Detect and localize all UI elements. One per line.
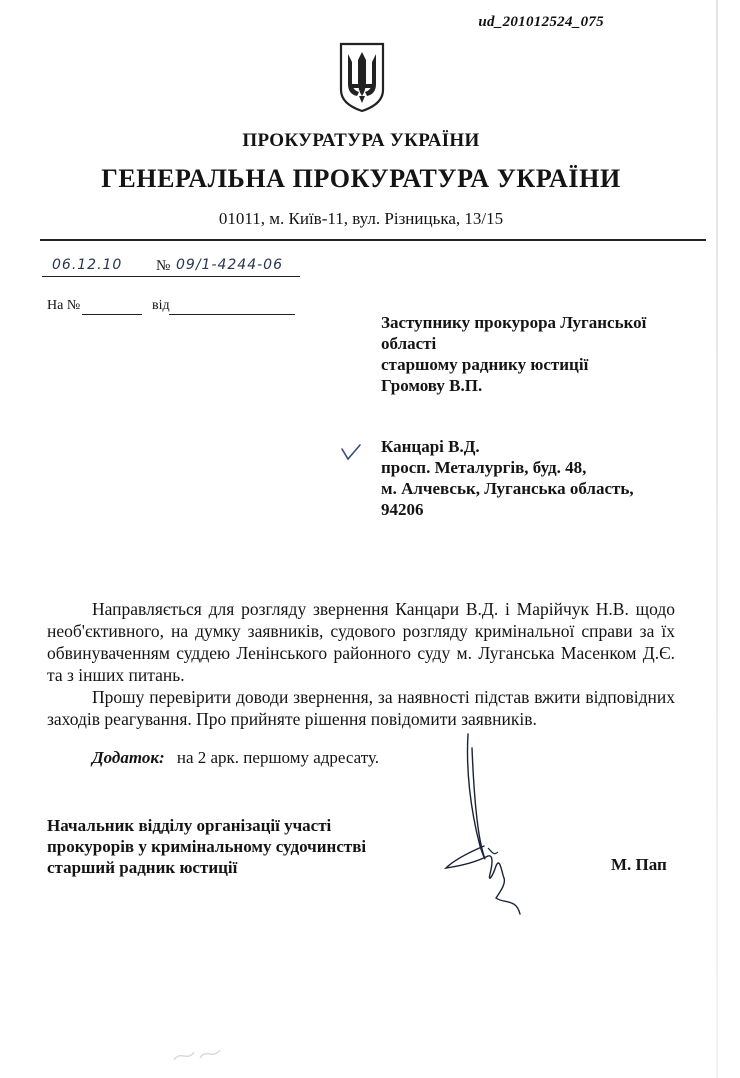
signer-title-line: прокурорів у кримінальному судочинстві (47, 837, 367, 856)
scan-smudge (170, 1040, 230, 1066)
recipients (381, 312, 711, 520)
outgoing-date: 06.12.10 (52, 257, 123, 273)
recipient-line: старшому раднику юстиції (381, 355, 589, 374)
body-paragraph: Прошу перевірити доводи звернення, за наявності підстав вжити відповідних заходів реагування. Про прийняте рішення повідомити заявників. (47, 687, 675, 729)
incoming-from-label: від (152, 298, 170, 313)
attachment-label: Додаток: (92, 748, 165, 767)
body-paragraph: Направляється для розгляду звернення Канцари В.Д. і Марійчук Н.В. щодо необ'єктивного, на думку заявників, судового розгляду кримінальної справи за їх обвинуваченням суддею Ленінського районного суду м. Луганська Масенком Д.Є. та з інших питань. (47, 599, 675, 685)
recipient-line: 94206 (381, 500, 424, 519)
recipient-line: області (381, 334, 437, 353)
recipient-line: м. Алчевськ, Луганська область, (381, 479, 634, 498)
check-mark-icon (340, 443, 362, 461)
signer-title (47, 815, 366, 878)
letter-body (47, 598, 675, 730)
attachment-text: на 2 арк. першому адресату. (176, 748, 379, 767)
outgoing-reference (42, 258, 322, 284)
attachment-note (92, 748, 379, 768)
document-id: ud_201012524_075 (478, 14, 604, 30)
incoming-reference (47, 298, 170, 314)
recipient-block (381, 436, 711, 520)
signer-name: М. Пап (611, 855, 667, 874)
recipient-block (381, 312, 711, 396)
signer-title-line: старший радник юстиції (47, 858, 238, 877)
incoming-date-blank (169, 314, 295, 315)
recipient-line: Заступнику прокурора Луганської (381, 313, 647, 332)
org-address: 01011, м. Київ-11, вул. Різницька, 13/15 (218, 209, 504, 228)
recipient-line: просп. Металургів, буд. 48, (381, 458, 587, 477)
outgoing-number-sign: № (156, 258, 171, 274)
outgoing-number: 09/1-4244-06 (176, 257, 283, 273)
recipient-line: Канцарі В.Д. (381, 437, 480, 456)
incoming-number-blank (82, 314, 142, 315)
header-divider (40, 239, 706, 241)
org-title-top: ПРОКУРАТУРА УКРАЇНИ (242, 130, 480, 151)
outgoing-underline (42, 276, 300, 277)
incoming-no-label: На № (47, 298, 81, 313)
signer-title-line: Начальник відділу організації участі (47, 816, 332, 835)
trident-emblem-icon (337, 40, 387, 114)
scan-edge (716, 0, 718, 1078)
org-title-main: ГЕНЕРАЛЬНА ПРОКУРАТУРА УКРАЇНИ (101, 164, 621, 193)
handwritten-signature (440, 728, 560, 938)
recipient-line: Громову В.П. (381, 376, 483, 395)
